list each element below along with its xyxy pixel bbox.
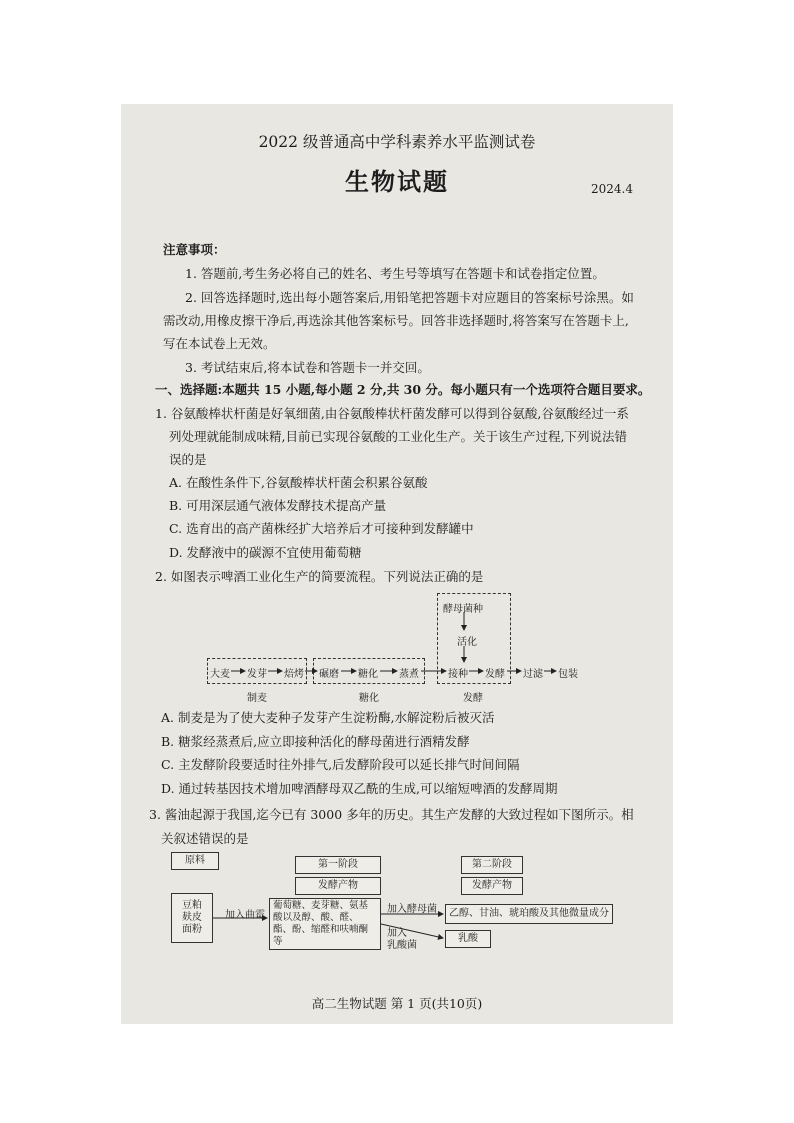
add-lactic-label: 加入 乳酸菌 [387,928,417,951]
q1-option-a: A. 在酸性条件下,谷氨酸棒状杆菌会积累谷氨酸 [169,475,428,490]
product1-contents: 葡萄糖、麦芽糖、氨基酸以及醇、酸、醛、酯、酚、缩醛和呋喃酮等 [269,898,381,950]
q1-stem-line1: 1. 谷氨酸棒状杆菌是好氧细菌,由谷氨酸棒状杆菌发酵可以得到谷氨酸,谷氨酸经过一系 [155,406,629,421]
notice-item-2-line3: 写在本试卷上无效。 [163,336,276,351]
q1-stem-line2: 列处理就能制成味精,目前已实现谷氨酸的工业化生产。关于该生产过程,下列说法错 [169,429,627,444]
q1-option-c: C. 选育出的高产菌株经扩大培养后才可接种到发酵罐中 [169,521,474,536]
page-footer: 高二生物试题 第 1 页(共10页) [311,996,483,1011]
label-malting: 制麦 [247,693,267,704]
q2-option-b: B. 糖浆经蒸煮后,应立即接种活化的酵母菌进行酒精发酵 [161,734,470,749]
step-bake: 焙烤 [284,669,304,680]
step-ferment: 发酵 [485,669,505,680]
section-1-heading: 一、选择题:本题共 15 小题,每小题 2 分,共 30 分。每小题只有一个选项符合题目要求。 [155,382,651,397]
q1-option-b: B. 可用深层通气液体发酵技术提高产量 [169,498,387,513]
stage2-label: 第二阶段 [461,856,523,874]
raw-material-items: 豆粕 麸皮 面粉 [171,893,213,943]
label-ferment: 发酵 [463,693,483,704]
product2-label: 发酵产物 [461,877,523,895]
step-saccharify: 糖化 [358,669,378,680]
q3-arrows [121,104,673,1024]
step-filter: 过滤 [523,669,543,680]
label-saccharify: 糖化 [359,693,379,704]
product1-label: 发酵产物 [295,877,381,895]
notice-heading: 注意事项： [163,242,226,257]
stage1-label: 第一阶段 [295,856,381,874]
notice-item-2-line1: 2. 回答选择题时,选出每小题答案后,用铅笔把答题卡对应题目的答案标号涂黑。如 [185,290,634,305]
step-yeast: 酵母菌种 [443,604,483,615]
add-yeast-label: 加入酵母菌 [387,904,437,915]
step-barley: 大麦 [210,669,230,680]
step-activate: 活化 [457,637,477,648]
notice-item-3: 3. 考试结束后,将本试卷和答题卡一并交回。 [185,360,430,375]
q3-stem-line2: 关叙述错误的是 [161,831,249,846]
q2-stem: 2. 如图表示啤酒工业化生产的简要流程。下列说法正确的是 [155,569,484,584]
q3-stem-line1: 3. 酱油起源于我国,迄今已有 3000 多年的历史。其生产发酵的大致过程如下图所示。相 [149,807,634,822]
notice-item-1: 1. 答题前,考生务必将自己的姓名、考生号等填写在答题卡和试卷指定位置。 [185,266,605,281]
step-boil: 蒸煮 [399,669,419,680]
step-inoculate: 接种 [448,669,468,680]
step-sprout: 发芽 [247,669,267,680]
step-package: 包装 [558,669,578,680]
q2-option-c: C. 主发酵阶段要适时往外排气,后发酵阶段可以延长排气时间间隔 [161,757,520,772]
q2-option-a: A. 制麦是为了使大麦种子发芽产生淀粉酶,水解淀粉后被灭活 [161,710,495,725]
notice-item-2-line2: 需改动,用橡皮擦干净后,再选涂其他答案标号。回答非选择题时,将答案写在答题卡上, [163,313,629,328]
step-grind: 碾磨 [319,669,339,680]
add-koji-label: 加入曲霉 [225,910,265,921]
q2-option-d: D. 通过转基因技术增加啤酒酵母双乙酰的生成,可以缩短啤酒的发酵周期 [161,781,558,796]
subject-title: 生物试题 [345,167,449,196]
exam-title: 2022 级普通高中学科素养水平监测试卷 [258,133,536,151]
exam-date: 2024.4 [591,182,633,196]
q1-option-d: D. 发酵液中的碳源不宜使用葡萄糖 [169,545,362,560]
raw-material-label: 原料 [171,852,219,870]
product2-contents: 乙醇、甘油、琥珀酸及其他微量成分 [445,904,613,924]
lactic-acid-box: 乳酸 [445,930,491,948]
exam-paper [121,104,673,1024]
q1-stem-line3: 误的是 [169,452,207,467]
